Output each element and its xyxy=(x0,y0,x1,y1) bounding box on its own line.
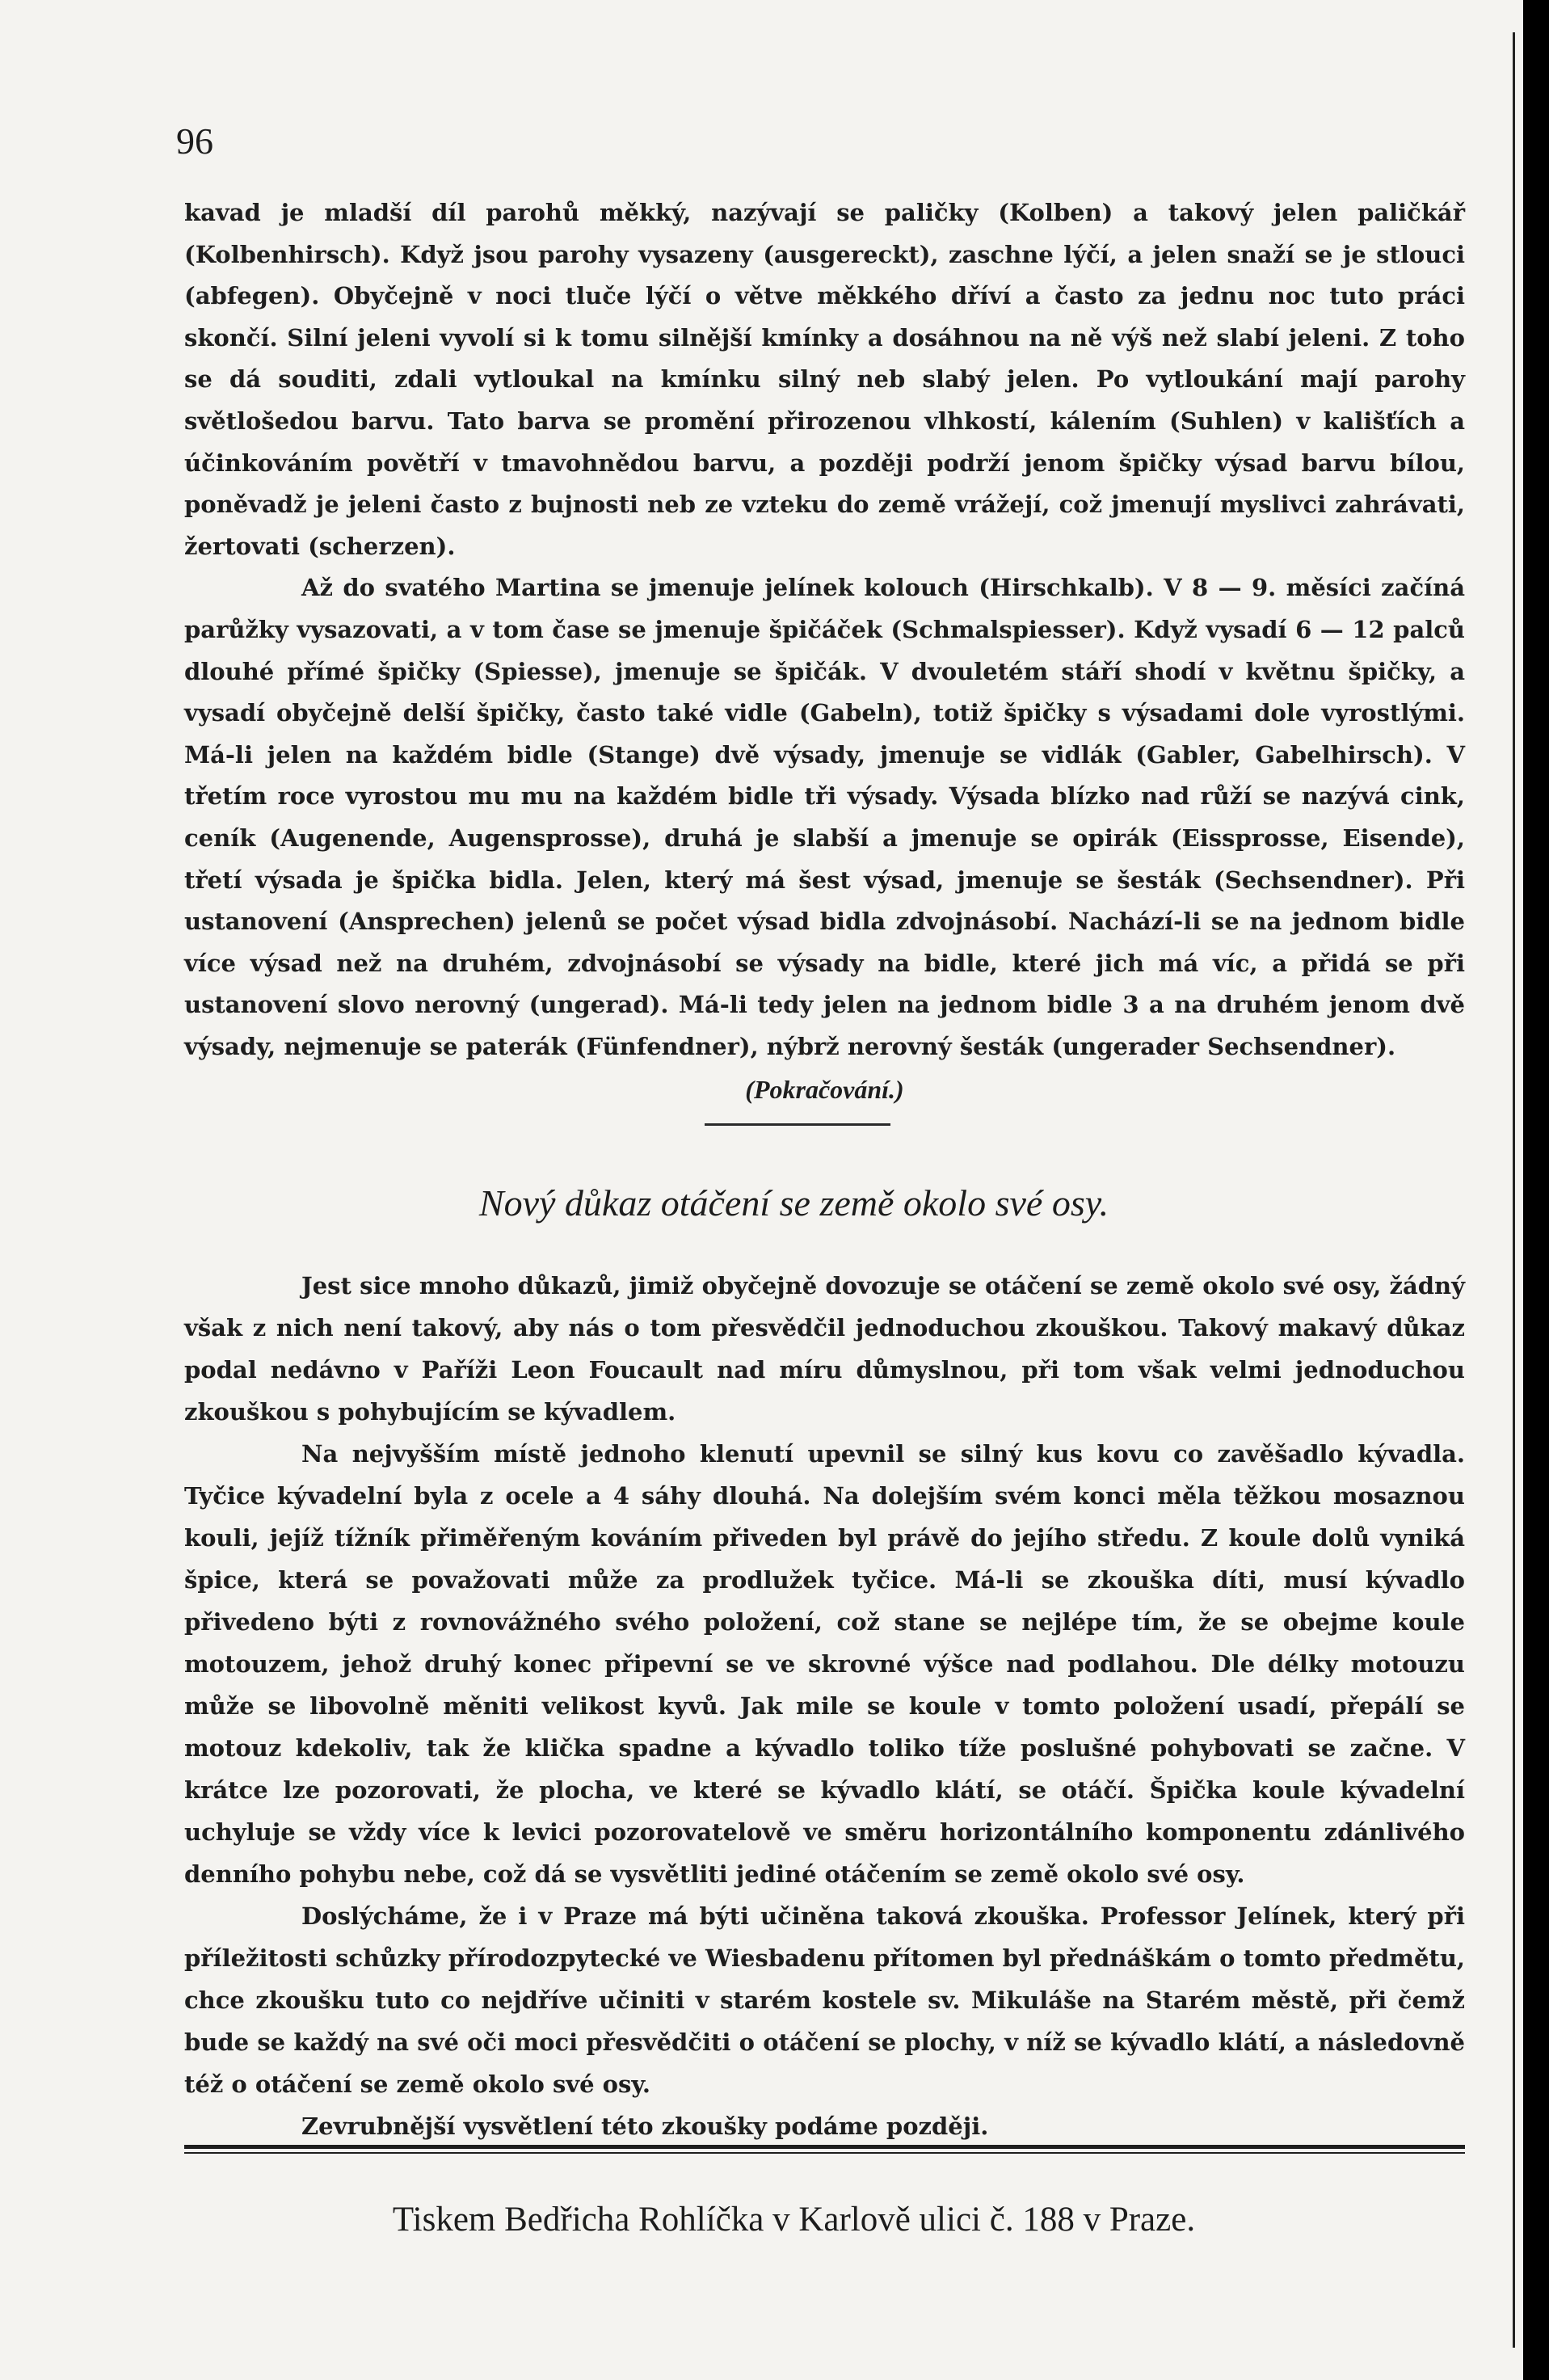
deer-antlers-section xyxy=(184,192,1465,1111)
footer-rule-thin xyxy=(184,2152,1465,2154)
paragraph: Doslýcháme, že i v Praze má býti učiněna taková zkouška. Professor Jelínek, který při příležitosti schůzky přírodozpytecké ve Wiesbadenu přítomen byl přednáškám o tomto předmětu, chce zkoušku tuto co nejdříve učiniti v starém kostele sv. Mikuláše na Starém městě, při čemž bude se každý na své oči moci přesvědčiti o otáčení se plochy, v níž se kývadlo klátí, a následovně též o otáčení se země okolo své osy. xyxy=(184,1902,1465,2098)
printer-imprint: Tiskem Bedřicha Rohlíčka v Karlově ulici č. 188 v Praze. xyxy=(392,2201,1196,2239)
paragraph: Na nejvyšším místě jednoho klenutí upevnil se silný kus kovu co zavěšadlo kývadla. Tyčice kývadelní byla z ocele a 4 sáhy dlouhá. Na dolejším svém konci měla těžkou mosaznou kouli, jejíž tížník přiměřeným kováním přiveden byl právě do jejího středu. Z koule dolů vyniká špice, která se považovati může za prodlužek tyčice. Má-li se zkouška díti, musí kývadlo přivedeno býti z rovnovážného svého položení, což stane se nejlépe tím, že se obejme koule motouzem, jehož druhý konec připevní se ve skrovné výšce nad podlahou. Dle délky motouzu může se libovolně měniti velikost kyvů. Jak mile se koule v tomto položení usadí, přepálí se motouz kdekoliv, tak že klička spadne a kývadlo toliko tíže poslušné pohybovati se začne. V krátce lze pozorovati, že plocha, ve které se kývadlo klátí, se otáčí. Špička koule kývadelní uchyluje se vždy více k levici pozorovatelově ve směru horizontálního komponentu zdánlivého denního pohybu nebe, což dá se vysvětliti jediné otáčením se země okolo své osy. xyxy=(184,1440,1465,1888)
footer-rule-thick xyxy=(184,2145,1465,2149)
article-title: Nový důkaz otáčení se země okolo své osy. xyxy=(478,1182,1109,1224)
foucault-article-body xyxy=(184,1265,1465,2147)
scan-border xyxy=(1523,0,1549,2380)
paragraph: kavad je mladší díl parohů měkký, nazývají se paličky (Kolben) a takový jelen paličkář (Kolbenhirsch). Když jsou parohy vysazeny (ausgereckt), zaschne lýčí, a jelen snaží se je stlouci (abfegen). Obyčejně v noci tluče lýčí o větve měkkého dříví a často za jednu noc tuto práci skončí. Silní jeleni vyvolí si k tomu silnější kmínky a dosáhnou na ně výš než slabí jeleni. Z toho se dá souditi, zdali vytloukal na kmínku silný neb slabý jelen. Po vytloukání mají parohy světlošedou barvu. Tato barva se promění přirozenou vlhkostí, kálením (Suhlen) v kališťích a účinkováním povětří v tmavohnědou barvu, a později podrží jenom špičky výsad barvu bílou, poněvadž je jeleni často z bujnosti neb ze vzteku do země vrážejí, což jmenují myslivci zahrávati, žertovati (scherzen). xyxy=(184,199,1465,560)
page-edge-line xyxy=(1513,32,1515,2348)
paragraph: Jest sice mnoho důkazů, jimiž obyčejně dovozuje se otáčení se země okolo své osy, žádný však z nich není takový, aby nás o tom přesvědčil jednoduchou zkouškou. Takový makavý důkaz podal nedávno v Paříži Leon Foucault nad míru důmyslnou, při tom však velmi jednoduchou zkouškou s pohybujícím se kývadlem. xyxy=(184,1272,1465,1426)
paragraph: Zevrubnější vysvětlení této zkoušky podáme později. xyxy=(301,2113,989,2140)
paragraph: Až do svatého Martina se jmenuje jelínek kolouch (Hirschkalb). V 8 — 9. měsíci začíná parůžky vysazovati, a v tom čase se jmenuje špičáček (Schmalspiesser). Když vysadí 6 — 12 palců dlouhé přímé špičky (Spiesse), jmenuje se špičák. V dvouletém stáří shodí v květnu špičky, a vysadí obyčejně delší špičky, často také vidle (Gabeln), totiž špičky s výsadami dole vyrostlými. Má-li jelen na každém bidle (Stange) dvě výsady, jmenuje se vidlák (Gabler, Gabelhirsch). V třetím roce vyrostou mu mu na každém bidle tři výsady. Výsada blízko nad růží se nazývá cink, ceník (Augenende, Augensprosse), druhá je slabší a jmenuje se opirák (Eissprosse, Eisende), třetí výsada je špička bidla. Jelen, který má šest výsad, jmenuje se šesták (Sechsendner). Při ustanovení (Ansprechen) jelenů se počet výsad bidla zdvojnásobí. Nachází-li se na jednom bidle více výsad než na druhém, zdvojnásobí se výsady na bidle, které jich má víc, a přidá se při ustanovení slovo nerovný (ungerad). Má-li tedy jelen na jednom bidle 3 a na druhém jenom dvě výsady, nejmenuje se paterák (Fünfendner), nýbrž nerovný šesták (ungerader Sechsendner). xyxy=(184,574,1465,1060)
section-divider xyxy=(705,1123,890,1126)
page-number: 96 xyxy=(176,120,213,162)
continued-note: (Pokračování.) xyxy=(745,1075,904,1105)
